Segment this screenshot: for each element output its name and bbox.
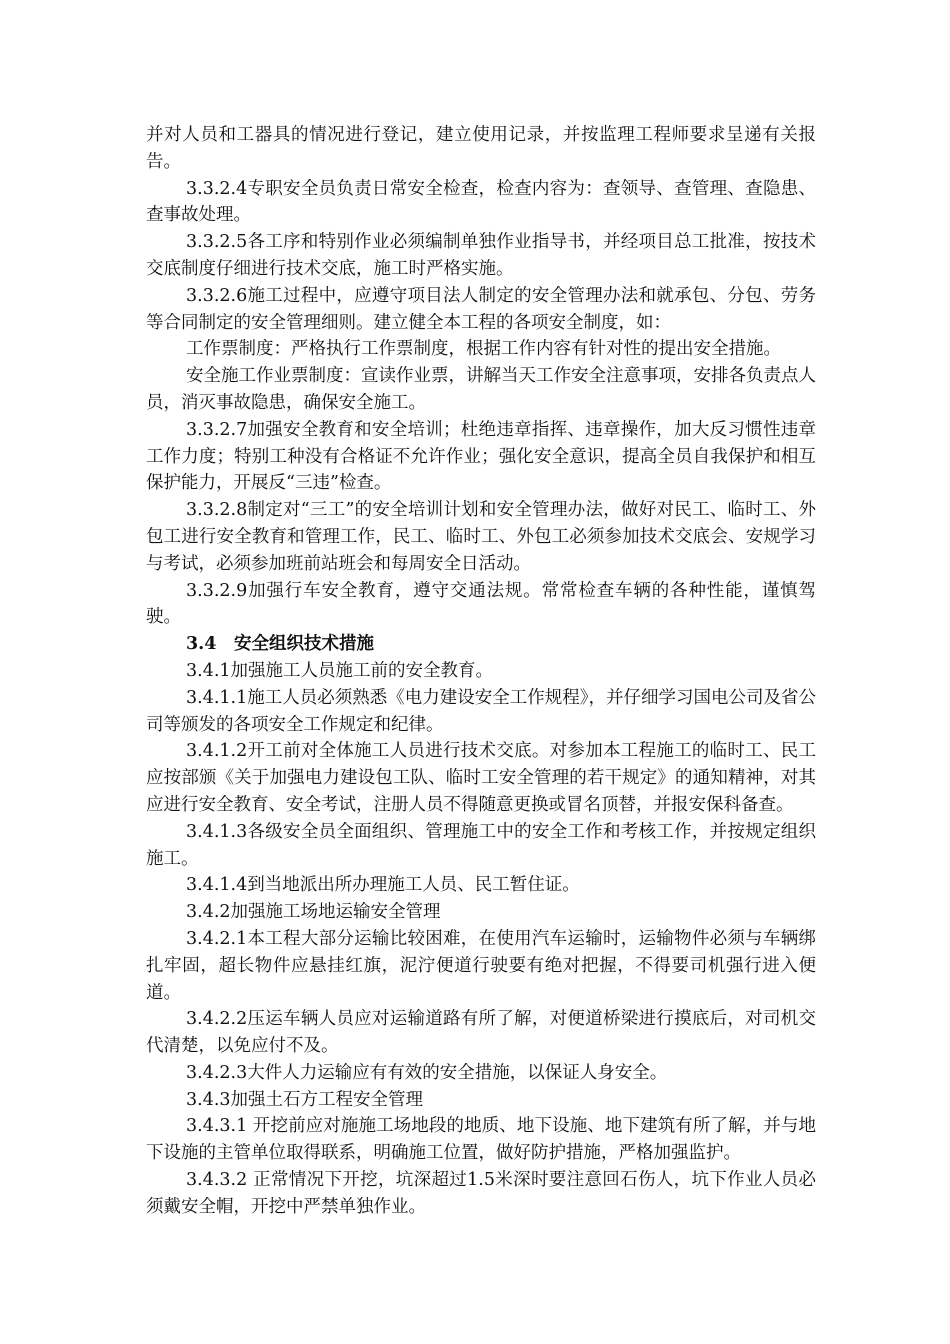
paragraph: 并对人员和工器具的情况进行登记，建立使用记录，并按监理工程师要求呈递有关报告。 xyxy=(146,125,816,172)
paragraph: 3.4.2.3大件人力运输应有有效的安全措施，以保证人身安全。 xyxy=(186,1062,668,1083)
paragraph: 3.3.2.9加强行车安全教育，遵守交通法规。常常检查车辆的各种性能，谨慎驾驶。 xyxy=(146,580,816,628)
paragraph: 3.3.2.4专职安全员负责日常安全检查，检查内容为：查领导、查管理、查隐患、查事故处理。 xyxy=(146,178,816,226)
paragraph: 3.3.2.7加强安全教育和安全培训；杜绝违章指挥、违章操作，加大反习惯性违章工作力度；特别工种没有合格证不允许作业；强化安全意识，提高全员自我保护和相互保护能力，开展反“三违”检查。 xyxy=(146,419,816,494)
paragraph: 3.4.1.2开工前对全体施工人员进行技术交底。对参加本工程施工的临时工、民工应按部颁《关于加强电力建设包工队、临时工安全管理的若干规定》的通知精神，对其应进行安全教育、安全考试，注册人员不得随意更换或冒名顶替，并报安保科备查。 xyxy=(146,741,816,815)
paragraph: 3.4.2加强施工场地运输安全管理 xyxy=(186,902,441,923)
paragraph: 安全施工作业票制度：宣读作业票，讲解当天工作安全注意事项，安排各负责点人员，消灭事故隐患，确保安全施工。 xyxy=(146,366,816,413)
paragraph: 3.4.1.1施工人员必须熟悉《电力建设安全工作规程》，并仔细学习国电公司及省公司等颁发的各项安全工作规定和纪律。 xyxy=(146,687,816,735)
paragraph: 3.4.2.1本工程大部分运输比较困难，在使用汽车运输时，运输物件必须与车辆绑扎牢固，超长物件应悬挂红旗，泥泞便道行驶要有绝对把握，不得要司机强行进入便道。 xyxy=(146,928,816,1003)
paragraph: 3.4.3.2 正常情况下开挖，坑深超过1.5米深时要注意回石伤人，坑下作业人员必须戴安全帽，开挖中严禁单独作业。 xyxy=(146,1170,816,1217)
paragraph: 3.4.1.4到当地派出所办理施工人员、民工暂住证。 xyxy=(186,875,580,896)
paragraph: 3.4.3.1 开挖前应对施施工场地段的地质、地下设施、地下建筑有所了解，并与地下设施的主管单位取得联系，明确施工位置，做好防护措施，严格加强监护。 xyxy=(146,1116,816,1164)
paragraph: 3.3.2.6施工过程中，应遵守项目法人制定的安全管理办法和就承包、分包、劳务等合同制定的安全管理细则。建立健全本工程的各项安全制度，如： xyxy=(146,285,816,333)
paragraph: 3.4.2.2压运车辆人员应对运输道路有所了解，对便道桥梁进行摸底后，对司机交代清楚，以免应付不及。 xyxy=(146,1009,816,1057)
document-page xyxy=(146,122,816,1221)
paragraph: 3.3.2.8制定对“三工”的安全培训计划和安全管理办法，做好对民工、临时工、外包工进行安全教育和管理工作，民工、临时工、外包工必须参加技术交底会、安规学习与考试，必须参加班前站班会和每周安全日活动。 xyxy=(146,500,816,574)
paragraph: 3.3.2.5各工序和特别作业必须编制单独作业指导书，并经项目总工批准，按技术交底制度仔细进行技术交底，施工时严格实施。 xyxy=(146,232,816,279)
paragraph: 3.4.1.3各级安全员全面组织、管理施工中的安全工作和考核工作，并按规定组织施工。 xyxy=(146,821,816,869)
paragraph: 3.4.3加强土石方工程安全管理 xyxy=(186,1089,424,1110)
paragraph: 3.4.1加强施工人员施工前的安全教育。 xyxy=(186,660,494,681)
section-heading: 3.4 安全组织技术措施 xyxy=(186,634,374,655)
paragraph: 工作票制度：严格执行工作票制度，根据工作内容有针对性的提出安全措施。 xyxy=(186,339,781,360)
